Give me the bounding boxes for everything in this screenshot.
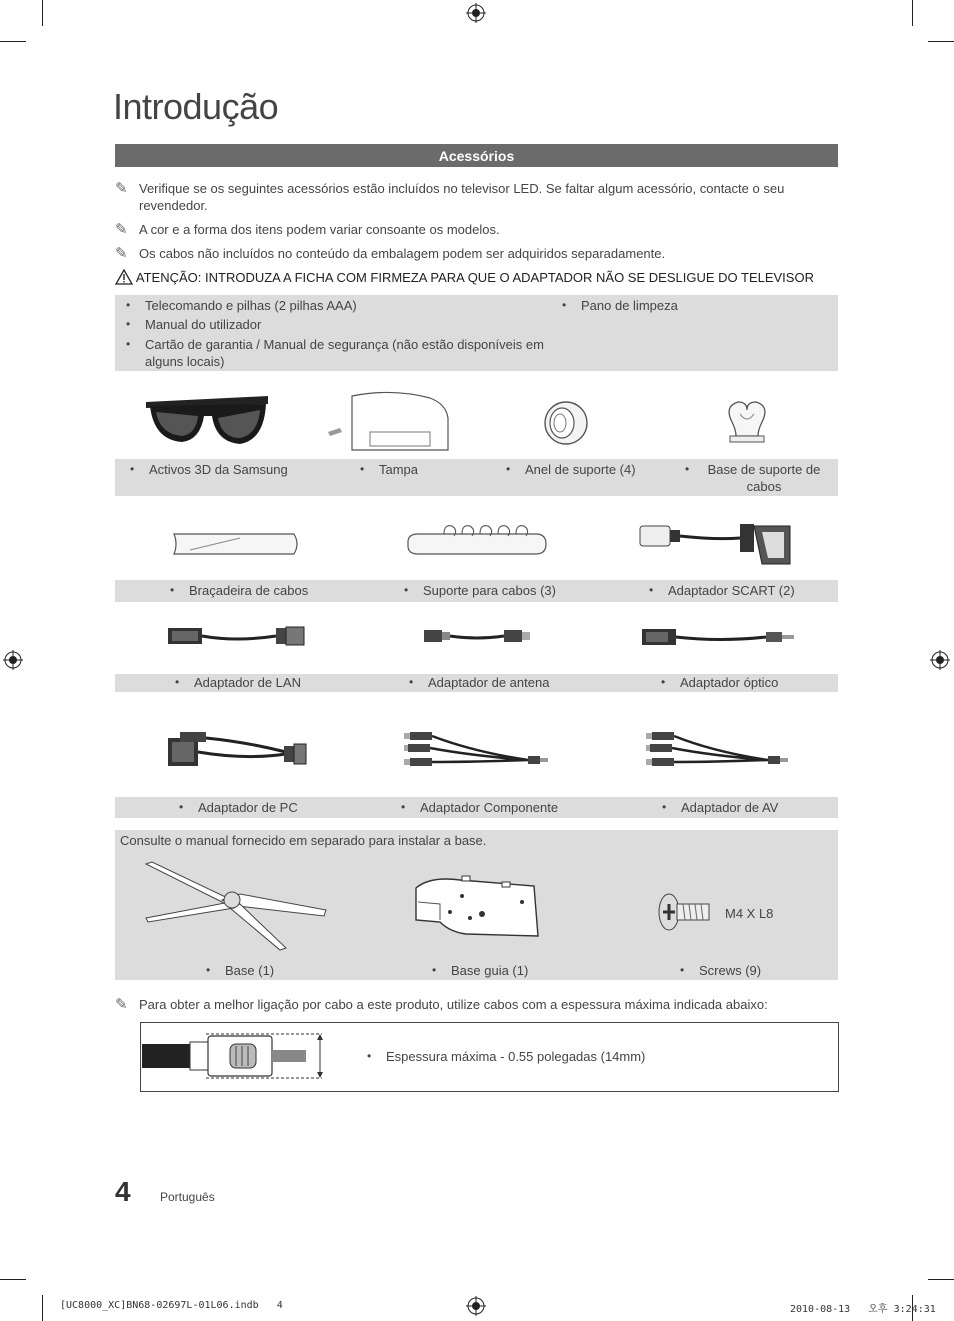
screw-size-label: M4 X L8 <box>725 906 774 921</box>
note-3: ✎ Os cabos não incluídos no conteúdo da embalagem podem ser adquiridos separadamente. <box>115 245 666 262</box>
list-item: • Pano de limpeza <box>581 297 678 314</box>
cable-support-base-image <box>722 396 772 446</box>
item-component-adapter: • Adaptador Componente <box>420 799 558 816</box>
page-title: Introdução <box>113 86 279 127</box>
list-item: • Telecomando e pilhas (2 pilhas AAA) <box>145 297 357 314</box>
item-pc-adapter: • Adaptador de PC <box>198 799 298 816</box>
cable-tie-image <box>170 528 302 560</box>
page-language: Português <box>160 1190 215 1204</box>
registration-mark-right <box>930 650 950 670</box>
pencil-icon: ✎ <box>115 996 128 1013</box>
holder-ring-image <box>540 400 592 446</box>
warning <box>115 269 814 285</box>
item-cable-tie: • Braçadeira de cabos <box>189 582 308 599</box>
section-title: Acessórios <box>115 144 838 167</box>
cable-note: ✎ Para obter a melhor ligação por cabo a este produto, utilize cabos com a espessura máxima indicada abaixo: <box>115 996 768 1013</box>
warning-text: ATENÇÃO: INTRODUZA A FICHA COM FIRMEZA PARA QUE O ADAPTADOR NÃO SE DESLIGUE DO TELEVISOR <box>135 270 814 285</box>
scart-adapter-image <box>636 520 798 568</box>
item-stand-guide: • Base guia (1) <box>451 962 528 979</box>
screw-image <box>657 892 711 932</box>
av-adapter-image <box>644 730 790 772</box>
item-av-adapter: • Adaptador de AV <box>681 799 778 816</box>
item-screws: • Screws (9) <box>699 962 761 979</box>
stand-note: Consulte o manual fornecido em separado para instalar a base. <box>120 833 487 848</box>
pencil-icon: ✎ <box>115 180 128 197</box>
item-cable-base: • Base de suporte de cabos <box>704 461 824 495</box>
component-adapter-image <box>404 730 550 772</box>
warning-icon <box>115 269 133 285</box>
stand-base-image <box>140 860 330 952</box>
item-lan-adapter: • Adaptador de LAN <box>194 674 301 691</box>
item-wire-holder: • Suporte para cabos (3) <box>423 582 556 599</box>
item-stand-base: • Base (1) <box>225 962 274 979</box>
print-footer-left: [UC8000_XC]BN68-02697L-01L06.indb 4 <box>60 1300 283 1311</box>
pencil-icon: ✎ <box>115 221 128 238</box>
page-number: 4 <box>115 1176 131 1207</box>
pencil-icon: ✎ <box>115 245 128 262</box>
item-scart-adapter: • Adaptador SCART (2) <box>668 582 795 599</box>
pc-adapter-image <box>166 730 308 774</box>
cable-thickness-image <box>142 1030 332 1082</box>
registration-mark-left <box>3 650 23 670</box>
list-item: • Manual do utilizador <box>145 316 261 333</box>
antenna-adapter-image <box>422 626 532 646</box>
list-item: • Cartão de garantia / Manual de segurança (não estão disponíveis em alguns locais) <box>145 336 555 370</box>
registration-mark-bottom <box>466 1296 486 1316</box>
3d-glasses-image <box>142 390 272 454</box>
registration-mark-top <box>466 3 486 23</box>
cover-image <box>322 388 452 456</box>
note-2: ✎ A cor e a forma dos itens podem variar consoante os modelos. <box>115 221 500 238</box>
note-1: ✎ Verifique se os seguintes acessórios estão incluídos no televisor LED. Se faltar algum acessório, contacte o seu revendedor. <box>115 180 785 213</box>
cable-spec: • Espessura máxima - 0.55 polegadas (14mm) <box>386 1048 645 1065</box>
item-cover: • Tampa <box>379 461 418 478</box>
optical-adapter-image <box>640 626 796 648</box>
item-optical-adapter: • Adaptador óptico <box>680 674 778 691</box>
wire-holder-image <box>404 522 550 562</box>
item-antenna-adapter: • Adaptador de antena <box>428 674 549 691</box>
lan-adapter-image <box>166 624 306 648</box>
item-3d-glasses: • Activos 3D da Samsung <box>149 461 288 478</box>
print-footer-right: 2010-08-13 오후 3:24:31 <box>790 1304 936 1315</box>
item-holder-ring: • Anel de suporte (4) <box>525 461 636 478</box>
stand-guide-image <box>410 874 542 940</box>
